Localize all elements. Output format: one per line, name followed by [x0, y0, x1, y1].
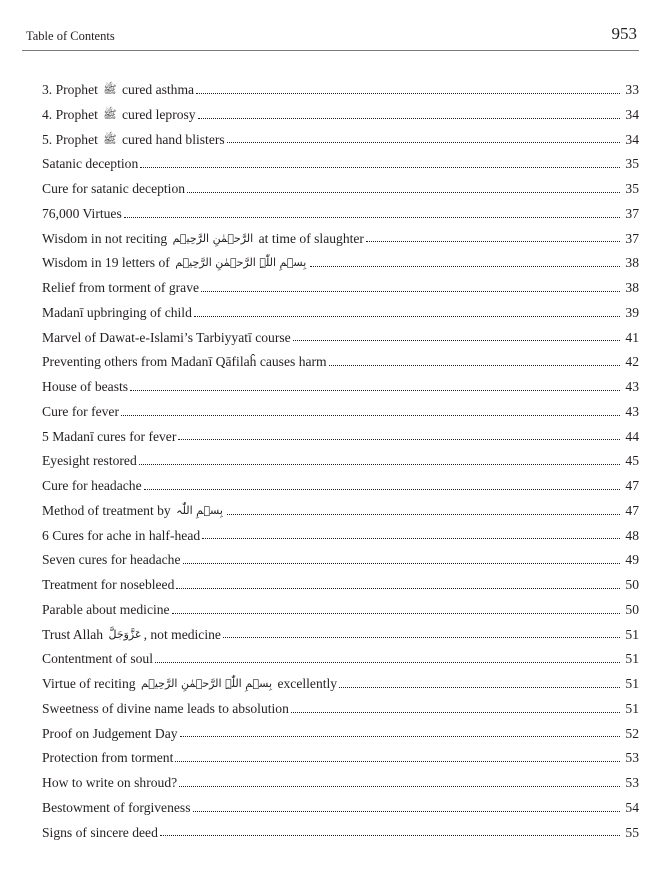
dot-leader	[140, 167, 620, 168]
toc-entry-text: 5 Madanī cures for fever	[42, 428, 177, 444]
toc-entry[interactable]	[42, 790, 639, 815]
toc-entry-title	[42, 826, 158, 840]
table-of-contents	[42, 72, 639, 839]
arabic-calligraphy: عَزَّوَجَلَّ	[108, 627, 142, 641]
toc-entry-title	[42, 801, 191, 815]
toc-entry-text-continued: cured leprosy	[122, 106, 196, 122]
toc-entry-text: House of beasts	[42, 379, 129, 395]
toc-entry-title	[42, 182, 185, 196]
toc-entry[interactable]	[42, 592, 639, 617]
toc-entry-text-continued: , not medicine	[143, 626, 221, 642]
dot-leader	[198, 118, 620, 119]
toc-entry-text-continued: cured asthma	[122, 82, 195, 98]
dot-leader	[193, 811, 620, 812]
dot-leader	[227, 514, 620, 515]
arabic-calligraphy: بِسۡمِ اللّٰہِ الرَّحۡمٰنِ الرَّحِیۡم	[140, 677, 273, 691]
toc-entry-text: 6 Cures for ache in half-head	[42, 527, 201, 543]
toc-page-number: 35	[625, 156, 639, 172]
toc-page-number: 43	[625, 403, 639, 419]
dot-leader	[121, 415, 620, 416]
toc-page-number: 51	[625, 651, 639, 667]
dot-leader	[172, 613, 620, 614]
toc-entry-text: Method of treatment by	[42, 502, 171, 518]
toc-page-number: 38	[625, 255, 639, 271]
toc-entry[interactable]	[42, 518, 639, 543]
dot-leader	[196, 93, 620, 94]
toc-entry-title	[42, 529, 200, 543]
toc-entry-text: 5. Prophet	[42, 131, 98, 147]
toc-entry[interactable]	[42, 171, 639, 196]
toc-entry-title	[42, 306, 192, 320]
toc-entry-text: 4. Prophet	[42, 106, 98, 122]
dot-leader	[201, 291, 620, 292]
arabic-calligraphy: ﷺ	[103, 83, 117, 97]
page-number: 953	[611, 24, 637, 43]
toc-entry-text: Cure for fever	[42, 403, 119, 419]
toc-entry[interactable]	[42, 320, 639, 345]
toc-entry-title	[42, 256, 308, 270]
toc-entry[interactable]	[42, 270, 639, 295]
toc-entry-title	[42, 727, 178, 741]
page-header	[22, 18, 639, 51]
toc-entry-title	[42, 702, 289, 716]
toc-page-number: 34	[625, 131, 639, 147]
arabic-calligraphy: بِسۡمِ اللّٰہِ الرَّحۡمٰنِ الرَّحِیۡم	[175, 256, 307, 270]
dot-leader	[194, 316, 620, 317]
toc-page-number: 39	[625, 304, 639, 320]
toc-entry-text: Bestowment of forgiveness	[42, 799, 191, 815]
toc-entry[interactable]	[42, 740, 639, 765]
toc-entry-text: Treatment for nosebleed	[42, 577, 175, 593]
toc-entry-title	[42, 430, 176, 444]
dot-leader	[139, 464, 620, 465]
toc-entry[interactable]	[42, 617, 639, 642]
toc-entry-text: Parable about medicine	[42, 601, 170, 617]
toc-entry-title	[42, 776, 177, 790]
toc-entry[interactable]	[42, 815, 639, 840]
dot-leader	[175, 761, 620, 762]
toc-entry-text-continued: cured hand blisters	[122, 131, 225, 147]
dot-leader	[180, 736, 620, 737]
toc-entry-text: Contentment of soul	[42, 651, 154, 667]
dot-leader	[310, 266, 620, 267]
toc-entry-title	[42, 331, 291, 345]
toc-page-number: 45	[625, 453, 639, 469]
toc-entry[interactable]	[42, 146, 639, 171]
toc-entry[interactable]	[42, 394, 639, 419]
toc-entry-text: Proof on Judgement Day	[42, 725, 178, 741]
dot-leader	[329, 365, 620, 366]
toc-entry[interactable]	[42, 72, 639, 97]
toc-page-number: 35	[625, 181, 639, 197]
toc-entry-text: 3. Prophet	[42, 82, 98, 98]
toc-entry-text: Preventing others from Madanī Qāfilaĥ causes harm	[42, 354, 327, 370]
toc-entry-title	[42, 380, 128, 394]
toc-entry-text: Marvel of Dawat-e-Islami’s Tarbiyyatī course	[42, 329, 291, 345]
toc-page-number: 55	[625, 824, 639, 840]
dot-leader	[179, 786, 620, 787]
dot-leader	[178, 439, 620, 440]
toc-entry-text: Madanī upbringing of child	[42, 304, 192, 320]
toc-entry-title	[42, 108, 196, 122]
toc-entry[interactable]	[42, 691, 639, 716]
toc-entry[interactable]	[42, 369, 639, 394]
toc-entry-text: Wisdom in 19 letters of	[42, 255, 170, 271]
toc-entry[interactable]	[42, 468, 639, 493]
toc-entry-text: Seven cures for headache	[42, 552, 181, 568]
toc-entry-title	[42, 677, 337, 691]
dot-leader	[160, 835, 620, 836]
toc-page-number: 34	[625, 106, 639, 122]
toc-entry-title	[42, 207, 122, 221]
dot-leader	[291, 712, 620, 713]
toc-entry-title	[42, 355, 327, 369]
dot-leader	[130, 390, 620, 391]
toc-entry-text: Satanic deception	[42, 156, 139, 172]
arabic-calligraphy: ﷺ	[103, 132, 117, 146]
toc-entry-text: Signs of sincere deed	[42, 824, 158, 840]
dot-leader	[124, 217, 620, 218]
toc-entry-text: Eyesight restored	[42, 453, 137, 469]
dot-leader	[223, 637, 620, 638]
toc-entry-text: How to write on shroud?	[42, 775, 178, 791]
toc-entry-text: Wisdom in not reciting	[42, 230, 168, 246]
toc-entry[interactable]	[42, 542, 639, 567]
arabic-calligraphy: ﷺ	[103, 107, 117, 121]
toc-entry[interactable]	[42, 493, 639, 518]
dot-leader	[187, 192, 620, 193]
arabic-calligraphy: الرَّحۡمٰنِ الرَّحِیۡم	[172, 231, 254, 245]
toc-entry-title	[42, 454, 137, 468]
toc-page-number: 38	[625, 280, 639, 296]
toc-entry-text: Cure for headache	[42, 478, 142, 494]
toc-page-number: 51	[625, 700, 639, 716]
toc-entry-text: 76,000 Virtues	[42, 205, 122, 221]
toc-entry[interactable]	[42, 666, 639, 691]
toc-entry[interactable]	[42, 221, 639, 246]
running-title: Table of Contents	[26, 29, 115, 43]
toc-entry-text: Protection from torment	[42, 750, 174, 766]
toc-page-number: 48	[625, 527, 639, 543]
toc-entry[interactable]	[42, 641, 639, 666]
toc-page-number: 33	[625, 82, 639, 98]
toc-entry-title	[42, 504, 225, 518]
toc-entry[interactable]	[42, 567, 639, 592]
arabic-calligraphy: بِسۡمِ اللّٰہ	[176, 503, 223, 517]
toc-entry-title	[42, 479, 142, 493]
toc-entry-text-continued: excellently	[277, 676, 338, 692]
dot-leader	[155, 662, 620, 663]
toc-entry-title	[42, 652, 153, 666]
toc-entry[interactable]	[42, 97, 639, 122]
toc-entry-text: Relief from torment of grave	[42, 280, 200, 296]
toc-page-number: 42	[625, 354, 639, 370]
toc-page-number: 44	[625, 428, 639, 444]
dot-leader	[339, 687, 620, 688]
toc-page-number: 37	[625, 230, 639, 246]
toc-entry-text: Virtue of reciting	[42, 676, 136, 692]
toc-entry-title	[42, 133, 225, 147]
toc-entry[interactable]	[42, 245, 639, 270]
dot-leader	[227, 142, 620, 143]
toc-entry[interactable]	[42, 295, 639, 320]
toc-entry[interactable]	[42, 765, 639, 790]
toc-page-number: 54	[625, 799, 639, 815]
toc-page-number: 53	[625, 775, 639, 791]
dot-leader	[176, 588, 620, 589]
toc-entry-title	[42, 281, 199, 295]
toc-page-number: 50	[625, 601, 639, 617]
dot-leader	[144, 489, 620, 490]
toc-page-number: 51	[625, 626, 639, 642]
toc-entry-text: Sweetness of divine name leads to absolution	[42, 700, 289, 716]
toc-entry-title	[42, 405, 119, 419]
toc-page-number: 47	[625, 502, 639, 518]
toc-page-number: 47	[625, 478, 639, 494]
toc-page-number: 49	[625, 552, 639, 568]
toc-entry-title	[42, 83, 194, 97]
toc-entry[interactable]	[42, 196, 639, 221]
toc-entry-text: Trust Allah	[42, 626, 104, 642]
toc-page-number: 52	[625, 725, 639, 741]
toc-entry-title	[42, 628, 221, 642]
toc-entry[interactable]	[42, 716, 639, 741]
toc-entry-text: Cure for satanic deception	[42, 181, 186, 197]
toc-entry[interactable]	[42, 443, 639, 468]
dot-leader	[293, 340, 620, 341]
toc-entry-title	[42, 232, 364, 246]
toc-page-number: 41	[625, 329, 639, 345]
toc-page-number: 53	[625, 750, 639, 766]
toc-entry[interactable]	[42, 344, 639, 369]
toc-entry-title	[42, 553, 181, 567]
toc-page-number: 43	[625, 379, 639, 395]
toc-entry-text-continued: at time of slaughter	[258, 230, 364, 246]
toc-page-number: 37	[625, 205, 639, 221]
toc-entry[interactable]	[42, 122, 639, 147]
toc-entry-title	[42, 603, 170, 617]
toc-entry-title	[42, 157, 138, 171]
toc-page-number: 51	[625, 676, 639, 692]
dot-leader	[202, 538, 620, 539]
toc-page-number: 50	[625, 577, 639, 593]
toc-entry-title	[42, 751, 173, 765]
dot-leader	[183, 563, 620, 564]
dot-leader	[366, 241, 620, 242]
toc-entry-title	[42, 578, 174, 592]
toc-entry[interactable]	[42, 419, 639, 444]
